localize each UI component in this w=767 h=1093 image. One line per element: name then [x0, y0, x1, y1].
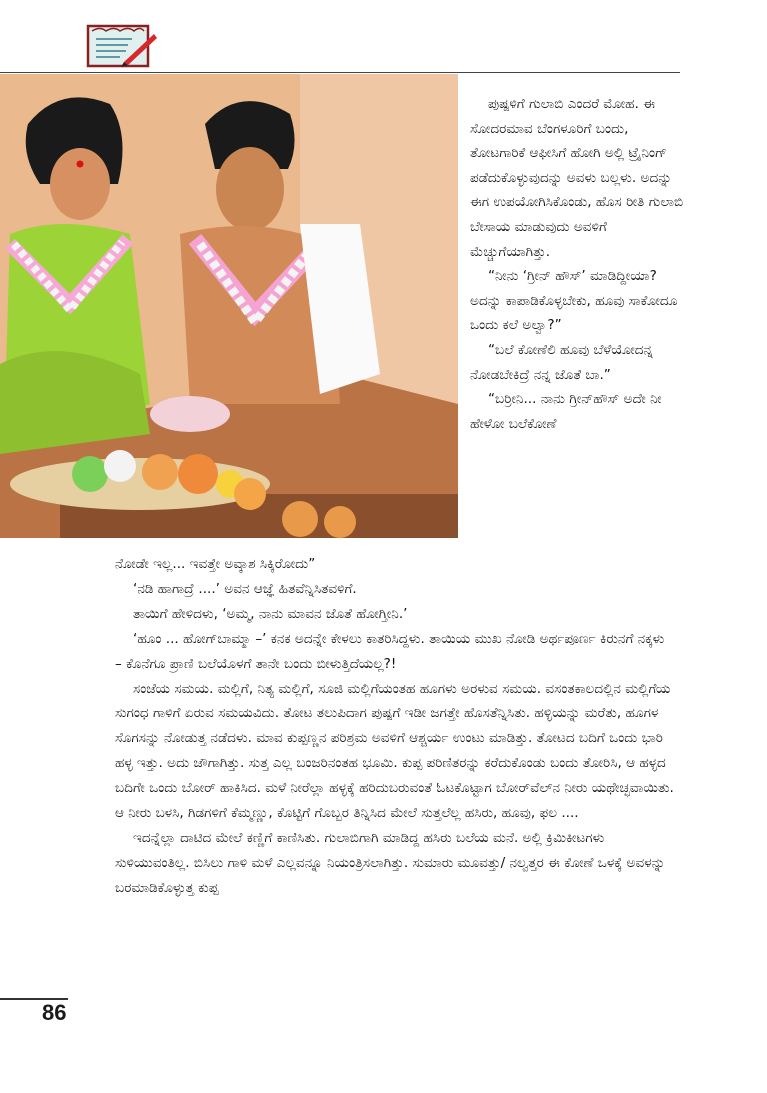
paragraph: “ಬರ್‍ರೀನಿ... ನಾನು ಗ್ರೀನ್‌ಹೌಸ್ ಅದೇ ನೀ ಹೇಳೋ ಬಲೆಕೋಣೆ	[470, 391, 662, 432]
paragraph: ‘ನಡಿ ಹಾಗಾದ್ರೆ ....’ ಅವನ ಆಜ್ಞೆ ಹಿತವೆನ್ನಿಸಿತವಳಿಗೆ.	[133, 580, 357, 597]
paragraph: ‘ಹೂಂ ... ಹೋಗ್‌ಬಾಮ್ಮಾ –’ ಕನಕ ಅದನ್ನೇ ಕೇಳಲು ಕಾತರಿಸಿದ್ದಳು. ತಾಯಿಯ ಮುಖ ನೋಡಿ ಅರ್ಥಪೂರ್ಣ ಕಿರುನಗೆ ನಕ್ಕಳು – ಕೊನೆಗೂ ಪ್ರಾಣಿ ಬಲೆಯೊಳಗೆ ತಾನೇ ಬಂದು ಬೀಳುತ್ತಿದೆಯಲ್ಲ?!	[115, 630, 665, 672]
paragraph: “ನೀನು ‘ಗ್ರೀನ್ ಹೌಸ್’ ಮಾಡಿದ್ದೀಯಾ? ಅದನ್ನು ಕಾಪಾಡಿಕೊಳ್ಳಬೇಕು, ಹೂವು ಸಾಕೋದೂ ಒಂದು ಕಲೆ ಅಲ್ವಾ?”	[470, 268, 678, 334]
paragraph: ಪುಷ್ಪಳಿಗೆ ಗುಲಾಬಿ ಎಂದರೆ ಮೋಹ. ಈ ಸೋದರಮಾವ ಬೆಂಗಳೂರಿಗೆ ಬಂದು, ತೋಟಗಾರಿಕೆ ಆಫೀಸಿಗೆ ಹೋಗಿ ಅಲ್ಲಿ ಟ್ರೈನಿಂಗ್ ಪಡೆದುಕೊಳ್ಳುವುದನ್ನು ಅವಳು ಬಲ್ಲಳು. ಅದನ್ನು ಈಗ ಉಪಯೋಗಿಸಿಕೊಂಡು, ಹೊಸ ರೀತಿ ಗುಲಾಬಿ ಬೇಸಾಯ ಮಾಡುವುದು ಅವಳಿಗೆ ಮೆಚ್ಚುಗೆಯಾಗಿತ್ತು.	[470, 96, 684, 260]
paragraph: “ಬಲೆ ಕೋಣೆಲಿ ಹೂವು ಬೆಳೆಯೋದನ್ನ ನೋಡಬೇಕಿದ್ರೆ ನನ್ನ ಜೊತೆ ಬಾ.”	[470, 341, 653, 383]
paragraph: ತಾಯಿಗೆ ಹೇಳಿದಳು, ‘ಅಮ್ಮ, ನಾನು ಮಾವನ ಜೊತೆ ಹೋಗ್ತೀನಿ.’	[133, 605, 408, 622]
header-rule	[0, 72, 680, 73]
paragraph: ನೋಡೇ ಇಲ್ಲ... ಇವತ್ತೇ ಅವ್ಕಾಶ ಸಿಕ್ಕಿರೋದು”	[115, 556, 316, 572]
page-number: 86	[42, 1000, 67, 1025]
paragraph: ಇದನ್ನೆಲ್ಲಾ ದಾಟಿದ ಮೇಲೆ ಕಣ್ಣಿಗೆ ಕಾಣಿಸಿತು. ಗುಲಾಬಿಗಾಗಿ ಮಾಡಿದ್ದ ಹಸಿರು ಬಲೆಯ ಮನೆ. ಅಲ್ಲಿ ಕ್ರಿಮಿಕೀಟಗಳು ಸುಳಿಯುವಂತಿಲ್ಲ. ಬಿಸಿಲು ಗಾಳಿ ಮಳೆ ಎಲ್ಲವನ್ನೂ ನಿಯಂತ್ರಿಸಲಾಗಿತ್ತು. ಸುಮಾರು ಮೂವತ್ತು/ ನಲ್ವತ್ತರ ಈ ಕೋಣೆ ಒಳಕ್ಕೆ ಅವಳನ್ನು ಬರಮಾಡಿಕೊಳ್ಳುತ್ತ ಕುಪ್ಪ	[115, 829, 666, 896]
notebook-pen-icon	[86, 22, 158, 70]
paragraph: ಸಂಜೆಯ ಸಮಯ. ಮಲ್ಲಿಗೆ, ನಿತ್ಯ ಮಲ್ಲಿಗೆ, ಸೂಜಿ ಮಲ್ಲಿಗೆಯಂತಹ ಹೂಗಳು ಅರಳುವ ಸಮಯ. ವಸಂತಕಾಲದಲ್ಲಿನ ಮಲ್ಲಿಗೆಯ ಸುಗಂಧ ಗಾಳಿಗೆ ಏರುವ ಸಮಯವಿದು. ತೋಟ ತಲುಪಿದಾಗ ಪುಷ್ಪಗೆ ಇಡೀ ಜಗತ್ತೇ ಹೊಸತೆನ್ನಿಸಿತು. ಹಳ್ಳಿಯನ್ನು ಮರೆತು, ಹೂಗಳ ಸೊಗಸನ್ನು ನೋಡುತ್ತ ನಡೆದಳು. ಮಾವ ಕುಪ್ಪಣ್ಣನ ಪರಿಶ್ರಮ ಅವಳಿಗೆ ಆಶ್ಚರ್ಯ ಉಂಟು ಮಾಡಿತ್ತು. ತೋಟದ ಬದಿಗೆ ಒಂದು ಭಾರಿ ಹಳ್ಳ ಇತ್ತು. ಅದು ಜೌಗಾಗಿತ್ತು. ಸುತ್ತ ಎಲ್ಲ ಬಂಜರಿನಂತಹ ಭೂಮಿ. ಕುಪ್ಪ ಪರಿಣಿತರನ್ನು ಕರೆದುಕೊಂಡು ಬಂದು ತೋರಿಸಿ, ಆ ಹಳ್ಳದ ಬದಿಗೇ ಒಂದು ಬೋರ್ ಹಾಕಿಸಿದ. ಮಳೆ ನೀರೆಲ್ಲಾ ಹಳ್ಳಕ್ಕೆ ಹರಿದುಬರುವಂತೆ ಓಟಕೊಟ್ಟಾಗ ಬೋರ್‌ವೆಲ್‌ನ ನೀರು ಯಥೇಚ್ಛವಾಯಿತು. ಆ ನೀರು ಬಳಸಿ, ಗಿಡಗಳಿಗೆ ಕೆಮ್ಮಣ್ಣು, ಕೊಟ್ಟಿಗೆ ಗೊಬ್ಬರ ತಿನ್ನಿಸಿದ ಮೇಲೆ ಸುತ್ತಲೆಲ್ಲ ಹಸಿರು, ಹೂವು, ಫಲ ....	[115, 680, 674, 822]
column-text	[470, 92, 685, 436]
wedding-couple-illustration	[0, 74, 458, 538]
body-text	[115, 552, 675, 901]
